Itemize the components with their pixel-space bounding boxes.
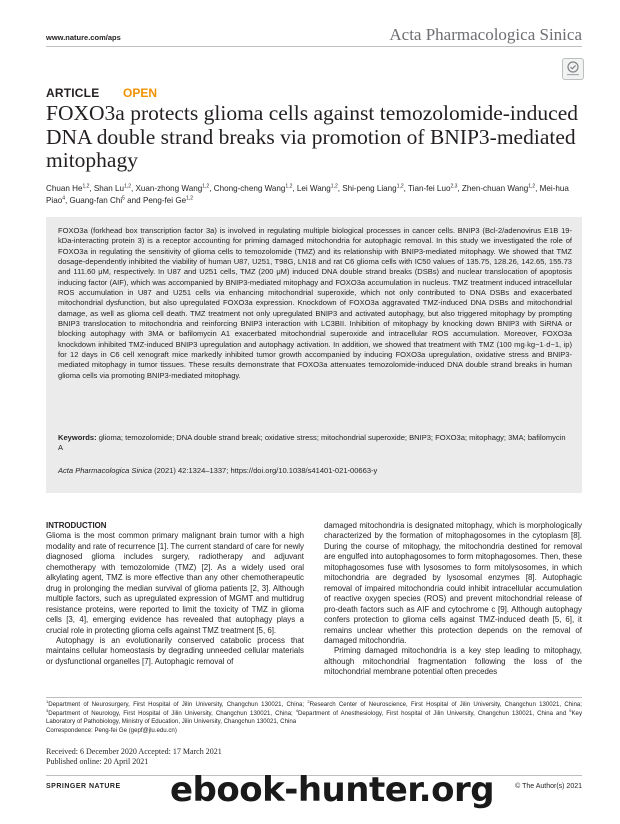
copyright: © The Author(s) 2021 <box>515 783 582 790</box>
keywords-label: Keywords: <box>58 433 97 442</box>
received-accepted-dates: Received: 6 December 2020 Accepted: 17 March 2021 <box>46 747 222 756</box>
author-name[interactable]: Zhen-chuan Wang <box>461 184 529 193</box>
check-for-updates-icon[interactable] <box>562 58 584 80</box>
author-affiliation-mark: 1,2 <box>202 183 210 190</box>
author-affiliation-mark: 5 <box>122 195 125 202</box>
citation-details[interactable]: (2021) 42:1324–1337; https://doi.org/10.1038/s41401-021-00663-y <box>154 466 378 475</box>
author-name[interactable]: Mei-hua Piao <box>46 184 569 205</box>
author-name[interactable]: Guang-fan Chi <box>69 196 123 205</box>
affiliation-text: Department of Anesthesiology, First hospital of Jilin University, Changchun 130021, China and <box>298 709 570 717</box>
article-dates <box>46 747 346 767</box>
affiliations <box>46 698 582 735</box>
affiliation-number: 5 <box>569 707 572 713</box>
affiliation-text: Department of Neurology, First Hospital of Jilin University, Changchun 130021, China; <box>48 709 296 717</box>
author-name[interactable]: Shan Lu <box>93 184 125 193</box>
author-name[interactable]: Shi-peng Liang <box>342 184 397 193</box>
watermark: ebook-hunter.org <box>170 770 495 810</box>
author-affiliation-mark: 1,2 <box>186 195 194 202</box>
header-rule <box>46 46 582 47</box>
article-type: ARTICLE <box>46 86 100 100</box>
body-column-right <box>324 521 582 678</box>
body-column-left <box>46 521 304 667</box>
author-affiliation-mark: 1,2 <box>528 183 536 190</box>
author-name[interactable]: Lei Wang <box>296 184 331 193</box>
affiliation-number: 3 <box>46 707 49 713</box>
author-name[interactable]: Tian-fei Luo <box>408 184 451 193</box>
open-access-label: OPEN <box>123 86 158 100</box>
author-name[interactable]: Peng-fei Ge <box>142 196 187 205</box>
author-affiliation-mark: 1,2 <box>82 183 90 190</box>
paragraph: Autophagy is an evolutionarily conserved catabolic process that maintains cellular homeostasis by degrading unneeded cellular materials or dysfunctional organelles [7]. Autophagic removal of <box>46 635 304 666</box>
paragraph: Glioma is the most common primary malignant brain tumor with a high modality and rate of recurrence [1]. The current standard of care for newly diagnosed glioma includes surgery, radiotherapy and adjuvant chemotherapy with temozolomide (TMZ) [2]. As a widely used oral alkylating agent, TMZ is more effective than any other chemotherapeutic drug in prolonging the median survival of glioma patients [2, 3]. Although multiple factors, such as upregulated expression of MGMT and multidrug resistance proteins, were reported to limit the toxicity of TMZ in glioma cells [3, 4], emerging evidence has revealed that autophagy plays a crucial role in protecting glioma cells against TMZ treatment [5, 6]. <box>46 531 304 635</box>
footnote-rule <box>46 697 582 698</box>
author-list: Chuan He$^{1,2}$, Shan Lu$^{1,2}$, Xuan-zhong Wang$^{1,2}$, Chong-cheng Wang$^{1,2}$, Lei Wang$^{1,2}$, Shi-peng Liang$^{1,2}$, Tian-fei Luo$^{2,3}$, Zhen-chuan Wang$^{1,2}$, Mei-hua Piao$^4$, Guang-fan Chi$^5$ and Peng-fei Ge$^{1,2}$ <box>46 183 569 205</box>
affiliation-text: Research Center of Neuroscience, First Hospital of Jilin University, Changchun 130021, China; <box>309 701 582 708</box>
author-affiliation-mark: 2,3 <box>450 183 458 190</box>
author-name[interactable]: Xuan-zhong Wang <box>135 184 203 193</box>
citation <box>58 466 572 476</box>
keywords-text: glioma; temozolomide; DNA double strand break; oxidative stress; mitochondrial superoxide; BNIP3; FOXO3a; mitophagy; 3MA; bafilomycin A <box>58 433 566 453</box>
author-affiliation-mark: 1,2 <box>330 183 338 190</box>
publisher-logo: SPRINGER NATURE <box>46 783 121 790</box>
author-affiliation-mark: 4 <box>62 195 65 202</box>
paragraph: damaged mitochondria is designated mitophagy, which is morphologically characterized by the formation of mitophagosomes in the cytoplasm [8]. During the course of mitophagy, the mitochondria destined for removal are engulfed into autophagosomes to form mitophagosomes. Then, these mitophagosomes fuse with lysosomes to form mitolysosomes, in which mitochondria are degraded by lysosomal enzymes [8]. Autophagic removal of impaired mitochondria could inhibit intracellular accumulation of reactive oxygen species (ROS) and prevent mitochondrial release of pro-death factors such as AIF and cytochrome c [9]. Although autophagy confers protection to glioma cells against TMZ-induced death [5, 6], it remains unclear whether this protection depends on the removal of damaged mitochondria. <box>324 521 582 645</box>
published-date: Published online: 20 April 2021 <box>46 757 149 766</box>
affiliation-text: Key Laboratory of Pathobiology, Ministry of Education, Jilin University, Changchun 130021, China <box>46 709 582 726</box>
citation-journal: Acta Pharmacologica Sinica <box>58 466 152 475</box>
author-affiliation-mark: 1,2 <box>285 183 293 190</box>
affiliation-number: 4 <box>295 707 298 713</box>
affiliation-text: Department of Neurosurgery, First Hospital of Jilin University, Changchun 130021, China; <box>48 701 308 708</box>
affiliation-list <box>46 698 582 726</box>
journal-url[interactable]: www.nature.com/aps <box>46 33 121 42</box>
paragraph: Priming damaged mitochondria is a key step leading to mitophagy, although mitochondrial fragmentation following the loss of the mitochondrial membrane potential often precedes <box>324 646 582 677</box>
author-affiliation-mark: 1,2 <box>124 183 132 190</box>
affiliation-number: 1 <box>46 698 49 704</box>
author-affiliation-mark: 1,2 <box>396 183 404 190</box>
section-heading-introduction: INTRODUCTION <box>46 521 107 530</box>
abstract-text: FOXO3a (forkhead box transcription factor 3a) is involved in regulating multiple biological processes in cancer cells. BNIP3 (Bcl-2/adenovirus E1B 19-kDa-interacting protein 3) is a receptor accounting for priming damaged mitochondria for autophagic removal. In this study we investigated the role of FOXO3a in regulating the sensitivity of glioma cells to temozolomide (TMZ) and its relationship with BNIP3-mediated mitophagy. We showed that TMZ dosage-dependently inhibited the viability of human U87, U251, T98G, LN18 and rat C6 glioma cells with IC50 values of 135.75, 128.26, 142.65, 155.73 and 111.60 μM, respectively. In U87 and U251 cells, TMZ (200 μM) induced DNA double strand breaks (DSBs) and nuclear translocation of apoptosis inducing factor (AIF), which was accompanied by BNIP3-mediated mitophagy and FOXO3a accumulation in nucleus. TMZ treatment induced intracellular ROS accumulation in U87 and U251 cells via enhancing mitochondrial superoxide, which not only contributed to DNA DSBs and exacerbated mitochondrial dysfunction, but also upregulated FOXO3a expression. Knockdown of FOXO3a aggravated TMZ-induced DNA DSBs and mitochondrial damage, as well as glioma cell death. TMZ treatment not only upregulated BNIP3 and activated autophagy, but also triggered mitophagy by prompting BNIP3 translocation to mitochondria and reinforcing BNIP3 interaction with LC3BII. Inhibition of mitophagy by knocking down BNIP3 with SiRNA or blocking autophagy with 3MA or bafilomycin A1 exacerbated mitochondrial superoxide and intracellular ROS accumulation. Moreover, FOXO3a knockdown inhibited TMZ-induced BNIP3 upregulation and autophagy activation. In addition, we showed that treatment with TMZ (100 mg·kg−1·d−1, ip) for 12 days in C6 cell xenograft mice markedly inhibited tumor growth accompanied by inducing FOXO3a upregulation, oxidative stress and BNIP3-mediated mitophagy in tumor tissues. These results demonstrate that FOXO3a attenuates temozolomide-induced DNA double strand breaks in human glioma cells via promoting BNIP3-mediated mitophagy. <box>58 226 572 380</box>
correspondence[interactable]: Correspondence: Peng-fei Ge (gepf@jlu.edu.cn) <box>46 726 177 734</box>
author-name[interactable]: Chuan He <box>46 184 83 193</box>
keywords <box>58 433 572 454</box>
affiliation-number: 2 <box>307 698 310 704</box>
journal-name: Acta Pharmacologica Sinica <box>389 25 582 44</box>
article-title: FOXO3a protects glioma cells against temozolomide-induced DNA double strand breaks via promotion of BNIP3-mediated mitophagy <box>46 101 578 172</box>
author-name[interactable]: Chong-cheng Wang <box>213 184 286 193</box>
